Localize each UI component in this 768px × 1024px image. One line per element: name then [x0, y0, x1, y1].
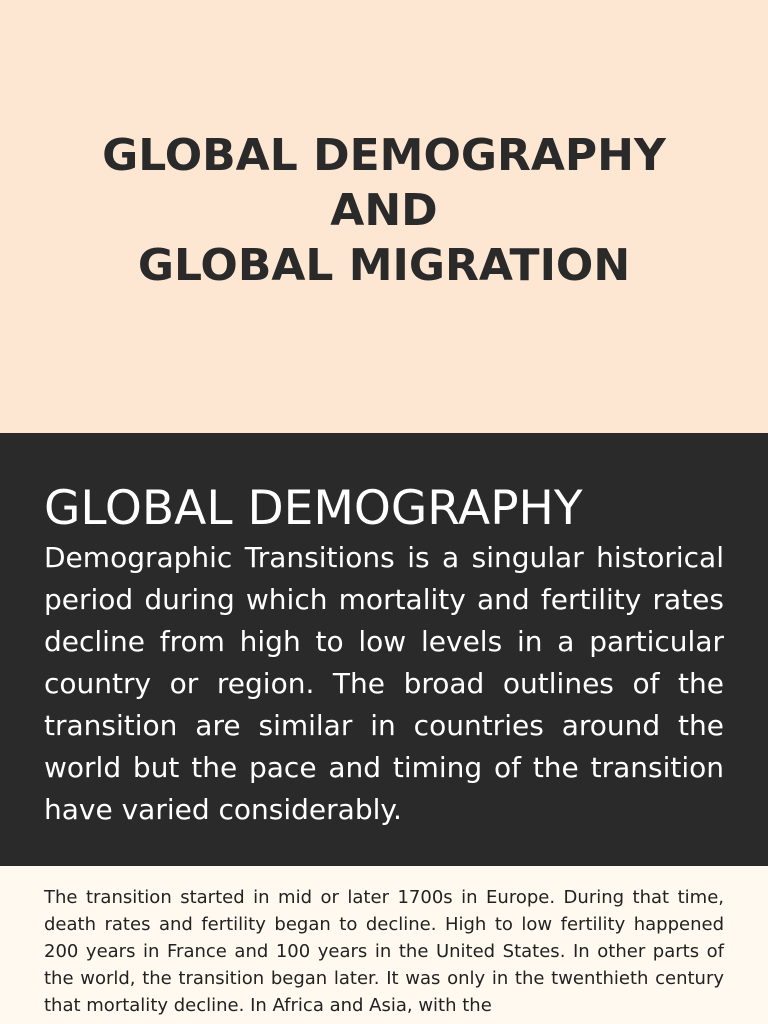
title-line: GLOBAL DEMOGRAPHY — [102, 130, 666, 181]
main-title — [102, 128, 666, 293]
global-demography-slide — [0, 433, 768, 866]
slide-heading: GLOBAL DEMOGRAPHY — [44, 481, 583, 536]
transition-body-text: The transition started in mid or later 1700s in Europe. During that time, death rates and fertility began to decline. High to low fertility happened 200 years in France and 100 years in the United States. In other parts of the world, the transition began later. It was only in the twenthieth century that mortality decline. In Africa and Asia, with the — [44, 887, 724, 1016]
title-line: AND — [330, 185, 438, 236]
title-line: GLOBAL MIGRATION — [137, 240, 631, 291]
title-slide — [0, 0, 768, 433]
transition-slide — [0, 866, 768, 1024]
slide-body-text: Demographic Transitions is a singular historical period during which mortality and fertility rates decline from high to low levels in a particular country or region. The broad outlines of the transition are similar in countries around the world but the pace and timing of the transition have varied considerably. — [44, 541, 724, 826]
